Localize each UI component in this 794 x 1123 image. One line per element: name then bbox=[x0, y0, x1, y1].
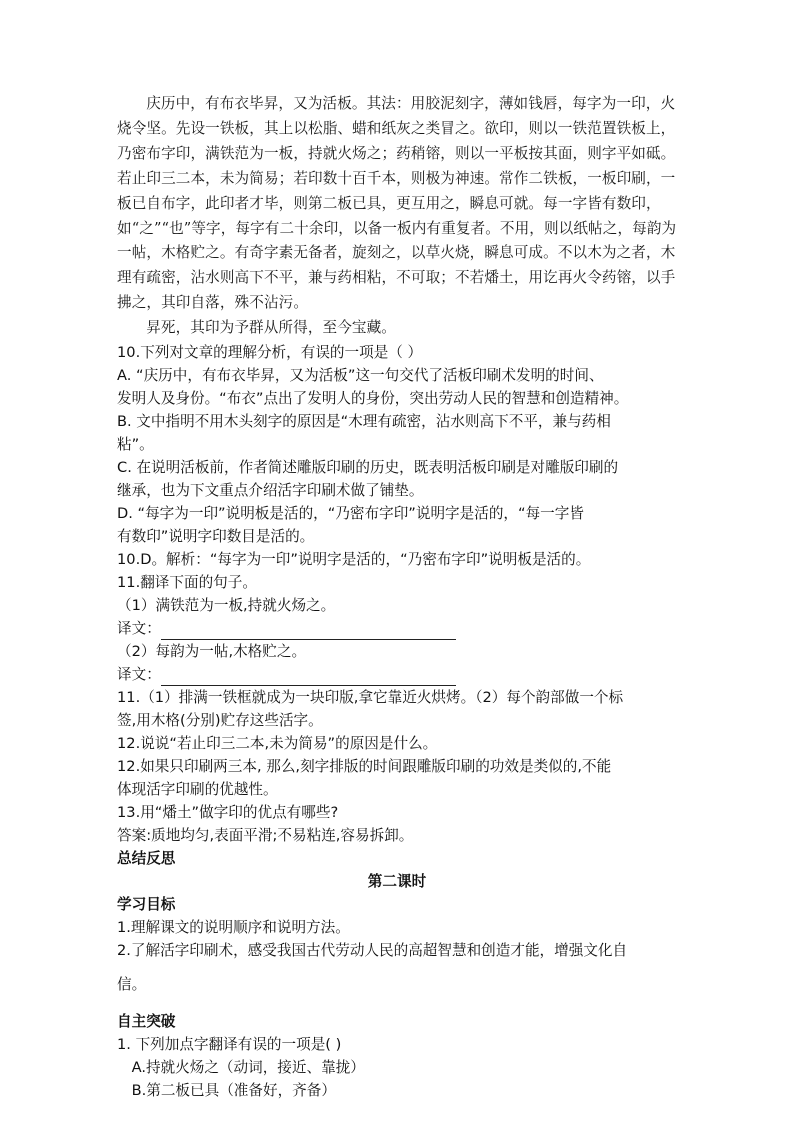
question-11-answer-line2: 签,用木格(分别)贮存这些活字。 bbox=[117, 712, 323, 730]
self-study-question-1: 1. 下列加点字翻译有误的一项是( ) bbox=[117, 1036, 342, 1054]
question-11-sentence-1: （1）满铁范为一板,持就火炀之。 bbox=[117, 597, 336, 615]
question-10-option-a-line2: 发明人及身份。“布衣”点出了发明人的身份，突出劳动人民的智慧和创造精神。 bbox=[117, 390, 629, 408]
question-12-answer-line1: 12.如果只印刷两三本, 那么,刻字排版的时间跟雕版印刷的功效是类似的,不能 bbox=[117, 758, 612, 776]
question-11-stem: 11.翻译下面的句子。 bbox=[117, 574, 257, 592]
passage-paragraph-2: 昇死，其印为予群从所得，至今宝藏。 bbox=[146, 319, 396, 337]
self-study-option-a: A.持就火炀之（动词，接近、靠拢） bbox=[131, 1059, 365, 1077]
translation-row-1 bbox=[117, 617, 677, 640]
question-10-option-b-line1: B. 文中指明不用木头刻字的原因是“木理有疏密，沾水则高下不平，兼与药相 bbox=[117, 413, 611, 431]
question-10-stem: 10.下列对文章的理解分析，有误的一项是（ ） bbox=[117, 344, 423, 362]
learning-goals-heading: 学习目标 bbox=[117, 896, 176, 914]
question-10-option-c-line1: C. 在说明活板前，作者简述雕版印刷的历史，既表明活板印刷是对雕版印刷的 bbox=[117, 459, 619, 477]
question-10-option-b-line2: 粘”。 bbox=[117, 436, 154, 454]
translation-blank-1[interactable] bbox=[161, 624, 456, 640]
goal-2-line2: 信。 bbox=[117, 976, 147, 994]
question-10-option-d-line2: 有数印”说明字印数目是活的。 bbox=[117, 528, 315, 546]
goal-2-line1: 2.了解活字印刷术，感受我国古代劳动人民的高超智慧和创造才能，增强文化自 bbox=[117, 942, 628, 960]
self-study-option-b: B.第二板已具（准备好，齐备） bbox=[131, 1082, 336, 1100]
translation-row-2 bbox=[117, 663, 677, 686]
translation-blank-2[interactable] bbox=[161, 670, 456, 686]
question-10-option-c-line2: 继承，也为下文重点介绍活字印刷术做了铺垫。 bbox=[117, 482, 424, 500]
question-12-answer-line2: 体现活字印刷的优越性。 bbox=[117, 781, 278, 799]
lesson-2-title: 第二课时 bbox=[367, 873, 427, 891]
question-13-answer: 答案:质地均匀,表面平滑;不易粘连,容易拆卸。 bbox=[117, 827, 414, 845]
document-page bbox=[117, 92, 677, 1102]
question-13-stem: 13.用“燔土”做字印的优点有哪些? bbox=[117, 804, 339, 822]
passage-paragraph-1: 庆历中，有布衣毕昇，又为活板。其法：用胶泥刻字，薄如钱唇，每字为一印，火烧令坚。先设一铁板，其上以松脂、蜡和纸灰之类冒之。欲印，则以一铁范置铁板上，乃密布字印，满铁范为一板，持就火炀之；药稍镕，则以一平板按其面，则字平如砥。若止印三二本，未为简易；若印数十百千本，则极为神速。常作二铁板，一板印刷，一板已自布字，此印者才毕，则第二板已具，更互用之，瞬息可就。每一字皆有数印，如“之”“也”等字，每字有二十余印，以备一板内有重复者。不用，则以纸帖之，每韵为一帖，木格贮之。有奇字素无备者，旋刻之，以草火烧，瞬息可成。不以木为之者，木理有疏密，沾水则高下不平，兼与药相粘，不可取；不若燔土，用讫再火令药镕，以手拂之，其印自落，殊不沾污。 bbox=[117, 95, 677, 312]
question-10-answer: 10.D。解析：“每字为一印”说明字是活的，“乃密布字印”说明板是活的。 bbox=[117, 551, 591, 569]
question-10-option-a-line1: A. “庆历中，有布衣毕昇，又为活板”这一句交代了活板印刷术发明的时间、 bbox=[117, 367, 604, 385]
question-12-stem: 12.说说“若止印三二本,未为简易”的原因是什么。 bbox=[117, 735, 438, 753]
reflection-heading: 总结反思 bbox=[117, 850, 176, 868]
question-10-option-d-line1: D. “每字为一印”说明板是活的，“乃密布字印”说明字是活的，“每一字皆 bbox=[117, 505, 584, 523]
questions-section bbox=[117, 341, 677, 1102]
question-11-sentence-2: （2）每韵为一帖,木格贮之。 bbox=[117, 643, 307, 661]
translation-label: 译文： bbox=[117, 666, 161, 684]
translation-label: 译文： bbox=[117, 620, 161, 638]
classical-passage bbox=[117, 92, 677, 341]
self-study-heading: 自主突破 bbox=[117, 1013, 176, 1031]
question-11-answer-line1: 11.（1）排满一铁框就成为一块印版,拿它靠近火烘烤。（2）每个韵部做一个标 bbox=[117, 689, 624, 707]
goal-1: 1.理解课文的说明顺序和说明方法。 bbox=[117, 919, 350, 937]
